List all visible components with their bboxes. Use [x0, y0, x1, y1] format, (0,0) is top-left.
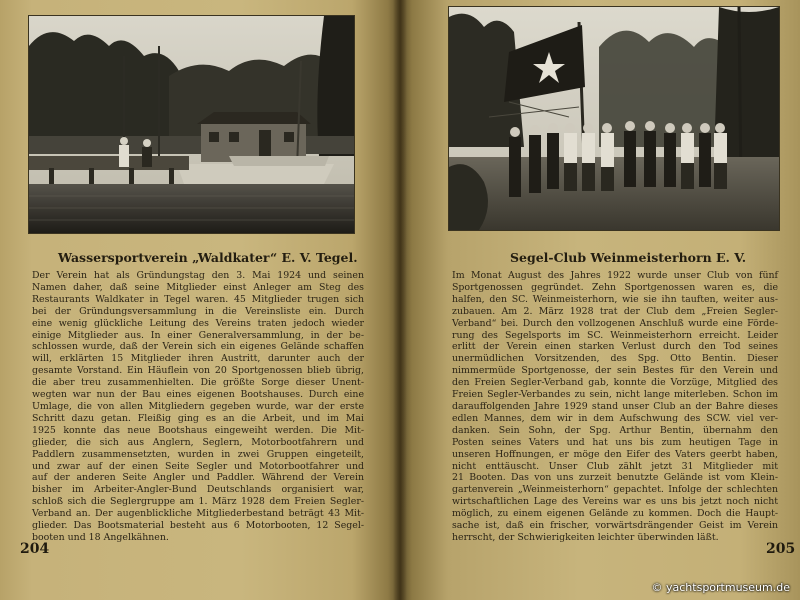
text-line: eine wenig glückliche Leitung des Vereins traten jedoch wieder	[32, 317, 364, 329]
text-line: Paddlern zusammensetzten, wurden in zwei Gruppen eingeteilt,	[32, 448, 364, 460]
club-group-photo	[448, 6, 780, 231]
text-line: booten und 18 Angelkähnen.	[32, 531, 169, 543]
text-line: darauffolgenden Jahre 1929 stand unser Club an der Bahre dieses	[452, 400, 778, 412]
text-line: Schritt dazu getan. Fleißig ging es an die Arbeit, und im Mai	[32, 412, 364, 424]
text-line: sache ist, daß ein frischer, vorwärtsdrängender Geist im Verein	[452, 520, 778, 532]
book-gutter	[393, 0, 407, 600]
text-line: danken. Sein Sohn, der Spg. Arthur Bentin, übernahm den	[452, 424, 778, 436]
text-line: zubauen. Am 2. März 1928 trat der Club dem „Freien Segler-	[452, 305, 778, 317]
text-line: die aber treu zusammenhielten. Die größte Sorge dieser Unent-	[32, 377, 364, 389]
text-line: auf der anderen Seite Angler und Paddler. Während der Verein	[32, 472, 364, 484]
copyright-watermark: © yachtsportmuseum.de	[651, 581, 790, 594]
text-line: nicht enttäuscht. Unser Club zählt jetzt 31 Mitglieder mit	[452, 460, 778, 472]
text-line: Sportgenossen gegründet. Zehn Sportgenossen waren es, die	[452, 281, 778, 293]
text-line: Der Verein hat als Gründungstag den 3. Mai 1924 und seinen	[32, 270, 364, 281]
text-line: unermüdlichen Vorsitzenden, des Spg. Otto Bentin. Dieser	[452, 353, 778, 365]
right-page-heading: Segel-Club Weinmeisterhorn E. V.	[510, 250, 747, 265]
text-line: edlen Mannes, dem wir in dem Aufschwung des SCW. viel ver-	[452, 412, 778, 424]
left-page-body	[32, 270, 364, 544]
text-line: schlossen wurde, daß der Verein sich ein eigenes Gelände schaffen	[32, 341, 364, 353]
text-line: nimmermüde Sportgenosse, der sein Bestes für den Verein und	[452, 365, 778, 377]
text-line: Posten seines Vaters und hat uns bis zum heutigen Tage in	[452, 436, 778, 448]
text-line: Restaurants Waldkater in Tegel waren. 45 Mitglieder trugen sich	[32, 293, 364, 305]
text-line: Verband“ bei. Durch den vollzogenen Anschluß wurde eine Förde-	[452, 317, 778, 329]
text-line: bisher im Arbeiter-Angler-Bund Deutschlands organisiert war,	[32, 484, 364, 496]
text-line: schloß sich die Seglergruppe am 1. März 1928 dem Freien Segler-	[32, 496, 364, 508]
text-line: wegten war nun der Bau eines eigenen Bootshauses. Durch eine	[32, 389, 364, 401]
text-line: 1925 konnte das neue Bootshaus eingeweiht werden. Die Mit-	[32, 424, 364, 436]
text-line: möglich, zu einem eigenen Gelände zu kommen. Doch die Haupt-	[452, 508, 778, 520]
text-line: wirtschaftlichen Lage des Vereins war es uns bis jetzt noch nicht	[452, 496, 778, 508]
page-number-left: 204	[20, 541, 50, 557]
text-line: gartenverein „Weinmeisterhorn“ gepachtet. Infolge der schlechten	[452, 484, 778, 496]
text-line: einige Mitglieder aus. In einer Generalversammlung, in der be-	[32, 329, 364, 341]
text-line: und zwar auf der einen Seite Segler und Motorbootfahrer und	[32, 460, 364, 472]
page-number-right: 205	[766, 541, 796, 557]
text-line: erlitt der Verein einen starken Verlust durch den Tod seines	[452, 341, 778, 353]
text-line: den Freien Segler-Verband gab, konnte die Vorzüge, Mitglied des	[452, 377, 778, 389]
text-line: will, erklärten 15 Mitglieder ihren Austritt, darunter auch der	[32, 353, 364, 365]
left-page-heading: Wassersportverein „Waldkater“ E. V. Tegel.	[58, 250, 358, 265]
right-page-body	[452, 270, 778, 544]
text-line: glieder, die sich aus Anglern, Seglern, Motorbootfahrern und	[32, 436, 364, 448]
text-line: 21 Booten. Das von uns zurzeit benutzte Gelände ist vom Klein-	[452, 472, 778, 484]
text-line: unseren Hoffnungen, er möge den Eifer des Vaters geerbt haben,	[452, 448, 778, 460]
text-line: glieder. Das Bootsmaterial besteht aus 6 Motorbooten, 12 Segel-	[32, 520, 364, 532]
boathouse-photo	[28, 15, 355, 234]
text-line: Freien Segler-Verbandes zu sein, nicht lange miterleben. Schon im	[452, 389, 778, 401]
text-line: herrscht, der Schwierigkeiten leichter überwinden läßt.	[452, 531, 719, 543]
text-line: gesamte Vorstand. Ein Häuflein von 20 Sportgenossen blieb übrig,	[32, 365, 364, 377]
text-line: Verband an. Der augenblickliche Mitgliederbestand beträgt 43 Mit-	[32, 508, 364, 520]
text-line: rung des Segelsports im SC. Weinmeisterhorn erreicht. Leider	[452, 329, 778, 341]
text-line: Im Monat August des Jahres 1922 wurde unser Club von fünf	[452, 270, 778, 281]
text-line: Namen daher, daß seine Mitglieder einst Anleger am Steg des	[32, 281, 364, 293]
text-line: halfen, den SC. Weinmeisterhorn, wie sie ihn tauften, weiter aus-	[452, 293, 778, 305]
text-line: Umlage, die von allen Mitgliedern gegeben wurde, war der erste	[32, 400, 364, 412]
text-line: bei der Gründungsversammlung in die Vereinsliste ein. Durch	[32, 305, 364, 317]
